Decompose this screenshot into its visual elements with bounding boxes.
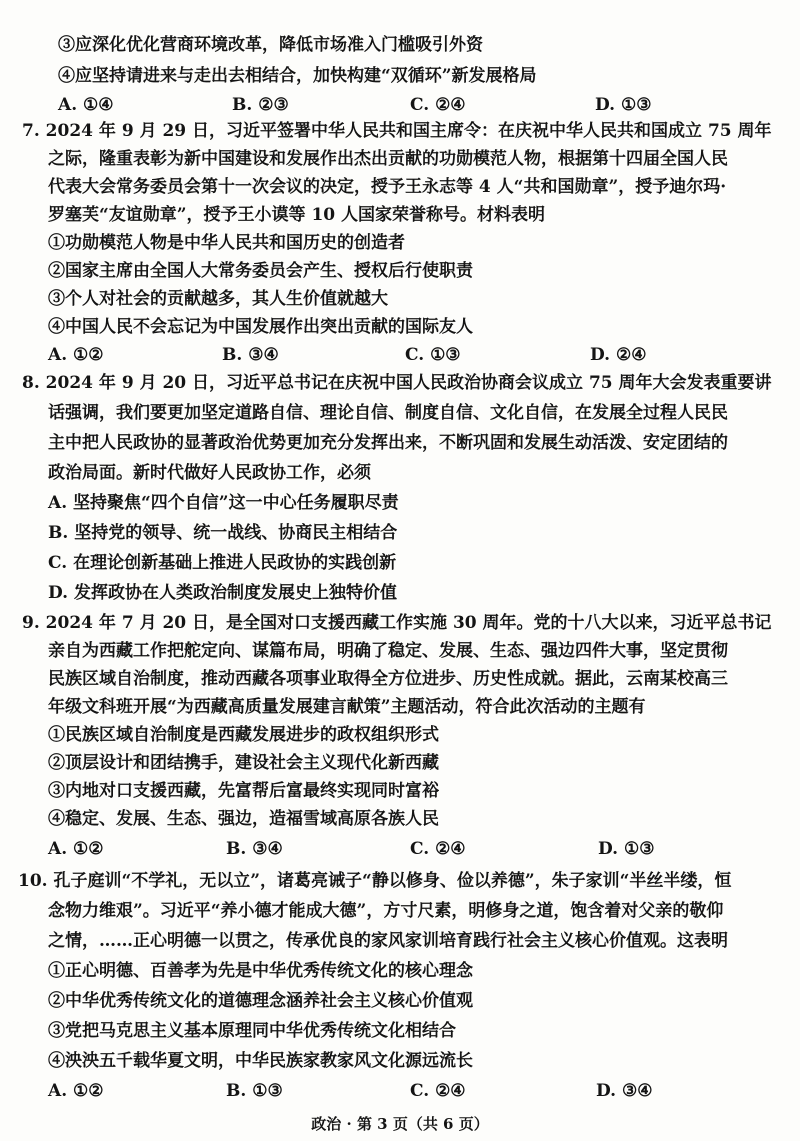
q7-option-d: D. ②④ — [590, 345, 647, 365]
q8-stem-line-3: 主中把人民政协的显著政治优势更加充分发挥出来，不断巩固和发展生动活泼、安定团结的 — [48, 433, 728, 453]
q8-stem-line-2: 话强调，我们要更加坚定道路自信、理论自信、制度自信、文化自信，在发展全过程人民民 — [48, 403, 728, 423]
q7-stem-line-3: 代表大会常务委员会第十一次会议的决定，授予王永志等 4 人“共和国勋章”，授予迪尔玛· — [48, 177, 727, 197]
q8-stem-line-1: 8. 2024 年 9 月 20 日，习近平总书记在庆祝中国人民政治协商会议成立 75 周年大会发表重要讲 — [22, 373, 772, 393]
q7-item-4: ④中国人民不会忘记为中国发展作出突出贡献的国际友人 — [48, 317, 473, 337]
q9-stem-line-2: 亲自为西藏工作把舵定向、谋篇布局，明确了稳定、发展、生态、强边四件大事，坚定贯彻 — [48, 641, 728, 661]
q10-option-a: A. ①② — [48, 1081, 104, 1101]
q8-choice-c: C. 在理论创新基础上推进人民政协的实践创新 — [48, 553, 397, 573]
q10-option-c: C. ②④ — [410, 1081, 466, 1101]
q7-stem-line-1: 7. 2024 年 9 月 29 日，习近平签署中华人民共和国主席令：在庆祝中华人民共和国成立 75 周年 — [22, 121, 772, 141]
q10-option-b: B. ①③ — [226, 1081, 283, 1101]
q10-stem-line-2: 念物力维艰”。习近平“养小德才能成大德”，方寸尺素，明修身之道，饱含着对父亲的敬仰 — [48, 901, 724, 921]
q9-option-d: D. ①③ — [598, 839, 655, 859]
q7-option-b: B. ③④ — [222, 345, 279, 365]
q9-item-4: ④稳定、发展、生态、强边，造福雪域高原各族人民 — [48, 809, 439, 829]
q9-stem-line-3: 民族区域自治制度，推动西藏各项事业取得全方位进步、历史性成就。据此，云南某校高三 — [48, 669, 728, 689]
q7-item-3: ③个人对社会的贡献越多，其人生价值就越大 — [48, 289, 388, 309]
q7-stem-line-2: 之际，隆重表彰为新中国建设和发展作出杰出贡献的功勋模范人物，根据第十四届全国人民 — [48, 149, 728, 169]
q7-stem-line-4: 罗塞芙“友谊勋章”，授予王小谟等 10 人国家荣誉称号。材料表明 — [48, 205, 546, 225]
q9-item-3: ③内地对口支援西藏，先富帮后富最终实现同时富裕 — [48, 781, 439, 801]
q6-item-3: ③应深化优化营商环境改革，降低市场准入门槛吸引外资 — [58, 35, 483, 55]
q10-option-d: D. ③④ — [596, 1081, 653, 1101]
q6-option-a: A. ①④ — [58, 95, 114, 115]
page-footer: 政治 · 第 3 页（共 6 页） — [311, 1115, 489, 1133]
q10-item-2: ②中华优秀传统文化的道德理念涵养社会主义核心价值观 — [48, 991, 473, 1011]
q9-stem-line-1: 9. 2024 年 7 月 20 日，是全国对口支援西藏工作实施 30 周年。党的十八大以来，习近平总书记 — [22, 613, 772, 633]
q9-stem-line-4: 年级文科班开展“为西藏高质量发展建言献策”主题活动，符合此次活动的主题有 — [48, 697, 646, 717]
q6-option-c: C. ②④ — [410, 95, 466, 115]
q8-choice-b: B. 坚持党的领导、统一战线、协商民主相结合 — [48, 523, 398, 543]
q9-option-c: C. ②④ — [410, 839, 466, 859]
q7-option-a: A. ①② — [48, 345, 104, 365]
q10-stem-line-3: 之情，……正心明德一以贯之，传承优良的家风家训培育践行社会主义核心价值观。这表明 — [48, 931, 728, 951]
q7-option-c: C. ①③ — [405, 345, 461, 365]
q10-item-1: ①正心明德、百善孝为先是中华优秀传统文化的核心理念 — [48, 961, 473, 981]
q6-option-d: D. ①③ — [595, 95, 652, 115]
q10-stem-line-1: 10. 孔子庭训“不学礼，无以立”，诸葛亮诫子“静以修身、俭以养德”，朱子家训“半丝半缕，恒 — [18, 871, 732, 891]
q9-item-1: ①民族区域自治制度是西藏发展进步的政权组织形式 — [48, 725, 439, 745]
q10-item-3: ③党把马克思主义基本原理同中华优秀传统文化相结合 — [48, 1021, 456, 1041]
q9-option-a: A. ①② — [48, 839, 104, 859]
q8-choice-a: A. 坚持聚焦“四个自信”这一中心任务履职尽责 — [48, 493, 399, 513]
q10-item-4: ④泱泱五千载华夏文明，中华民族家教家风文化源远流长 — [48, 1051, 473, 1071]
q9-item-2: ②顶层设计和团结携手，建设社会主义现代化新西藏 — [48, 753, 439, 773]
q8-stem-line-4: 政治局面。新时代做好人民政协工作，必须 — [48, 463, 371, 483]
q6-item-4: ④应坚持请进来与走出去相结合，加快构建“双循环”新发展格局 — [58, 66, 537, 86]
q9-option-b: B. ③④ — [226, 839, 283, 859]
q6-option-b: B. ②③ — [232, 95, 289, 115]
q7-item-2: ②国家主席由全国人大常务委员会产生、授权后行使职责 — [48, 261, 473, 281]
q7-item-1: ①功勋模范人物是中华人民共和国历史的创造者 — [48, 233, 405, 253]
q8-choice-d: D. 发挥政协在人类政治制度发展史上独特价值 — [48, 583, 397, 603]
